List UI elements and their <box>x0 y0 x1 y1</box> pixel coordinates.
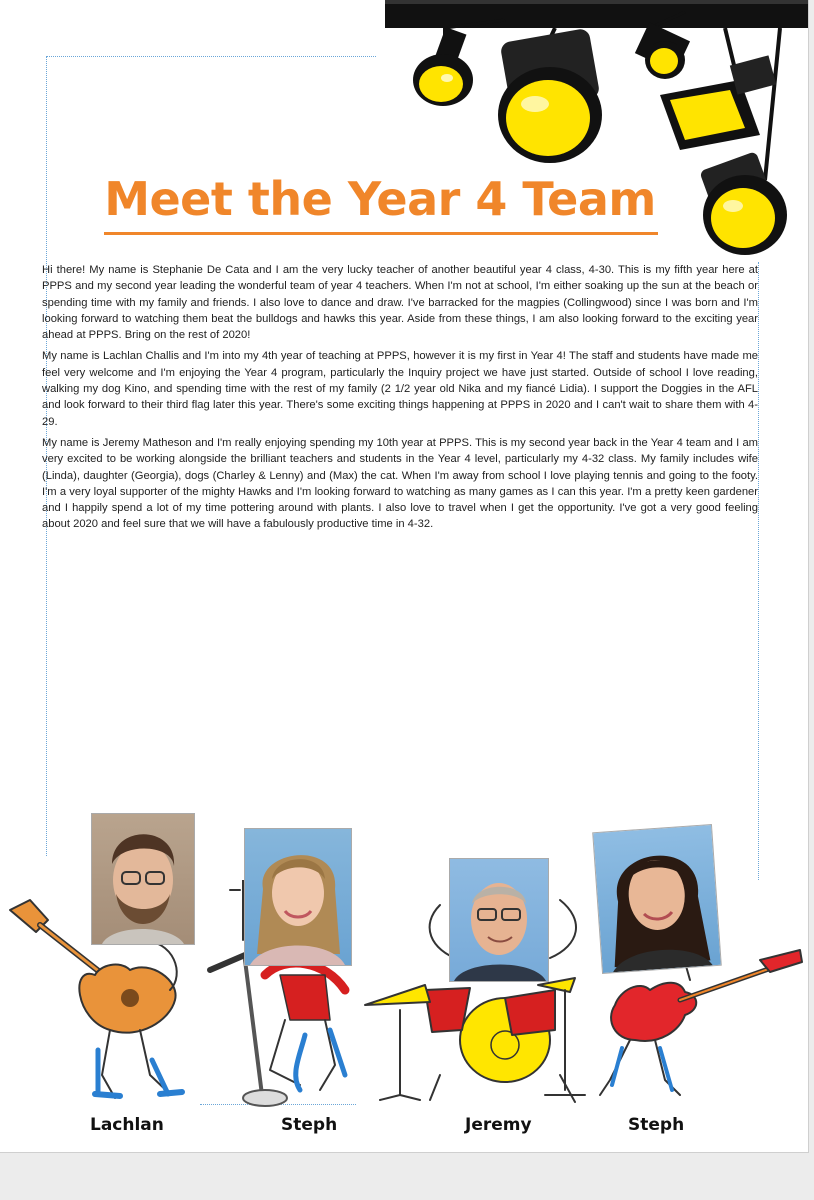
text-box-guide <box>46 56 376 57</box>
portrait-photo <box>449 858 549 982</box>
body-text <box>42 262 758 538</box>
member-name-label: Steph <box>281 1115 338 1135</box>
person-icon <box>245 829 351 965</box>
spotlight-icon <box>635 22 690 79</box>
member-name-label: Lachlan <box>90 1115 164 1135</box>
portrait-photo <box>91 813 195 945</box>
intro-paragraph-jeremy: My name is Jeremy Matheson and I'm really enjoying spending my 10th year at PPPS. This is my second year back in the Year 4 team and I am very excited to be working alongside the brilliant teachers and students in the Year 4 level, particularly my 4-32 class. My family includes wife (Linda), daughter (Georgia), dogs (Charley & Lenny) and (Max) the cat. When I'm away from school I love playing tennis and going to the footy. I'm a very loyal supporter of the mighty Hawks and I'm looking forward to watching as many games as I can this year. I'm a pretty keen gardener and I happily spend a lot of my time pottering around with plants. I also love to travel when I get the opportunity. I've got a very good feeling about 2020 and feel sure that we will have a fabulously productive time in 4-32. <box>42 436 758 531</box>
member-name-label: Jeremy <box>465 1115 532 1135</box>
spotlight-icon <box>699 151 787 255</box>
portrait-photo <box>592 824 722 974</box>
spotlight-icon <box>413 27 473 106</box>
intro-paragraph-stephanie: Hi there! My name is Stephanie De Cata and I am the very lucky teacher of another beautiful year 4 class, 4-30. This is my fifth year here at PPPS and my second year leading the wonderful team of year 4 teachers. When I'm not at school, I'm either soaking up the sun at the beach or spending time with my family and friends. I also love to dance and draw. I've barracked for the magpies (Collingwood) since I was born and I'm looking forward to watching them beat the bulldogs and hawks this year. Aside from these things, I am also looking forward to the exciting year ahead at PPPS. Bring on the rest of 2020! <box>42 264 758 342</box>
text-box-guide <box>758 262 759 880</box>
page-title: Meet the Year 4 Team <box>104 172 656 226</box>
member-name-label: Steph <box>628 1115 685 1135</box>
spotlight-icon <box>498 28 602 163</box>
intro-paragraph-lachlan: My name is Lachlan Challis and I'm into my 4th year of teaching at PPPS, however it is my first in Year 4! The staff and students have made me feel very welcome and I'm enjoying the Year 4 program, particularly the Inquiry project we have just started. Outside of school I love reading, walking my dog Kino, and spending time with the rest of my family (2 1/2 year old Nika and my fiancé Lidia). I support the Doggies in the AFL and look forward to their third flag later this year. There's some exciting things happening at PPPS in 2020 and I can't wait to share them with 4-29. <box>42 350 758 428</box>
person-icon <box>450 859 548 981</box>
person-icon <box>593 825 720 973</box>
portrait-photo <box>244 828 352 966</box>
title-underline <box>104 232 658 235</box>
person-icon <box>92 814 194 944</box>
